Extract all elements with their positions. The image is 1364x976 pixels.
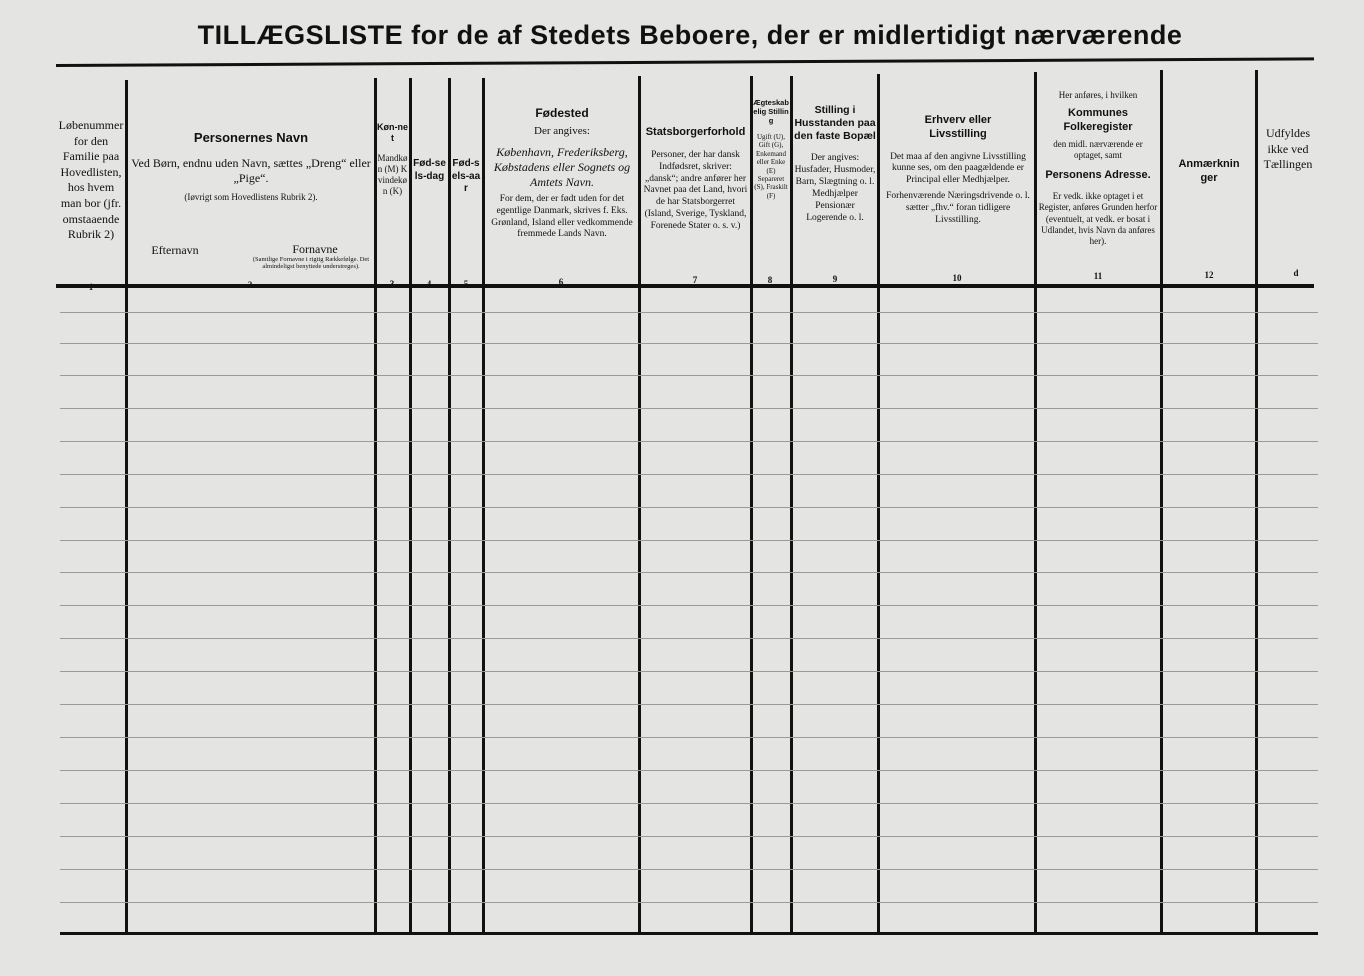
table-row[interactable] — [60, 572, 1318, 573]
col-6-heading: Fødested — [535, 106, 589, 120]
col-7-number: 7 — [692, 275, 698, 285]
col-12-number: 12 — [1204, 270, 1214, 280]
col-2-text: Ved Børn, endnu uden Navn, sættes „Dreng“ eller „Pige“. — [131, 156, 371, 186]
col-d-header — [1262, 126, 1314, 173]
table-row[interactable] — [60, 375, 1318, 376]
col-2-sub-right: Fornavne — [292, 242, 338, 256]
table-row[interactable] — [60, 770, 1318, 771]
table-row[interactable] — [60, 408, 1318, 409]
col-11-header — [1038, 90, 1158, 247]
col-1-number: 1 — [88, 282, 94, 292]
col-8-heading: Ægteskabelig Stilling — [753, 98, 789, 125]
col-3-text: Mandkøn (M) Kvindekøn (K) — [377, 152, 408, 197]
col-3-heading: Køn-net — [377, 122, 408, 144]
col-6-header — [487, 106, 637, 241]
table-row[interactable] — [60, 312, 1318, 313]
table-row[interactable] — [60, 507, 1318, 508]
col-1-text: Løbenummer for den Familie paa Hovedlisten, hos hvem man bor (jfr. omstaaende Rubrik 2) — [58, 118, 124, 242]
table-row[interactable] — [60, 671, 1318, 672]
col-11-heading: Kommunes Folkeregister — [1063, 107, 1133, 133]
table-row[interactable] — [60, 605, 1318, 606]
col-d-text: Udfyldes ikke ved Tællingen — [1263, 126, 1313, 172]
col-2-number: 2 — [247, 280, 253, 290]
col-2-note: (Iøvrigt som Hovedlistens Rubrik 2). — [184, 192, 318, 203]
col-8-header — [753, 98, 789, 200]
col-2-sub-right-note: (Samtlige Fornavne i rigtig Rækkefølge. Det almindeligst benyttede understreges). — [252, 256, 370, 271]
col-10-heading: Erhverv eller Livsstilling — [924, 114, 992, 140]
table-row[interactable] — [60, 869, 1318, 870]
col-7-heading: Statsborgerforhold — [645, 126, 746, 138]
table-row[interactable] — [60, 540, 1318, 541]
col-10-header — [884, 114, 1032, 227]
table-row[interactable] — [60, 704, 1318, 705]
col-9-text: Der angives: Husfader, Husmoder, Barn, Slægtning o. l. Medhjælper Pensionær Logerende o. l. — [794, 153, 876, 223]
col-11-text-a: den midl. nærværende er optaget, samt — [1053, 138, 1143, 160]
col-4-heading: Fød-sels-dag — [413, 158, 446, 182]
table-row[interactable] — [60, 836, 1318, 837]
col-4-header — [412, 158, 447, 183]
col-3-number: 3 — [389, 279, 395, 289]
col-8-number: 8 — [767, 275, 773, 285]
divider-1 — [125, 80, 128, 932]
col-7-header — [642, 126, 749, 233]
header-top-rule — [56, 57, 1314, 67]
col-6-text-a: Der angives: — [534, 125, 590, 137]
table-row[interactable] — [60, 737, 1318, 738]
col-11-number: 11 — [1093, 271, 1103, 281]
col-11-heading-b: Personens Adresse. — [1045, 169, 1151, 182]
col-10-text-b: Forhenværende Næringsdrivende o. l. sætter „fhv.“ foran tidligere Livsstilling. — [886, 191, 1030, 225]
table-row[interactable] — [60, 902, 1318, 903]
col-10-text-a: Det maa af den angivne Livsstilling kunne ses, om den paagældende er Principal eller Medhjælper. — [890, 151, 1026, 186]
col-8-text: Ugift (U), Gift (G), Enkemand eller Enke (E) Separeret (S), Fraskilt (F) — [754, 133, 788, 200]
col-5-heading: Fød-sels-aar — [451, 158, 481, 194]
col-1-header — [58, 118, 124, 243]
col-11-text-b: Er vedk. ikke optaget i et Register, anføres Grunden herfor (eventuelt, at vedk. er bosat i Udlandet, hvis Navn da anføres her). — [1038, 191, 1158, 246]
table-row[interactable] — [60, 638, 1318, 639]
col-5-header — [451, 158, 481, 196]
col-4-number: 4 — [426, 279, 432, 289]
table-row[interactable] — [60, 441, 1318, 442]
col-6-text-c: For dem, der er født uden for det egentlige Danmark, skrives f. Eks. Grønland, Island eller vedkommende fremmede Lands Navn. — [491, 193, 633, 240]
col-12-heading: Anmærkninger — [1178, 158, 1240, 184]
col-6-text-b: København, Frederiksberg, Købstadens eller Sognets og Amtets Navn. — [493, 144, 631, 189]
table-row[interactable] — [60, 803, 1318, 804]
col-12-header — [1176, 158, 1242, 186]
col-7-text: Personer, der har dansk Indfødsret, skriver: „dansk“; andre anfører her Navnet paa det Land, hvori de har Statsborgerret (Island, Sverige, Tyskland, Forenede Stater o. s. v.) — [643, 149, 748, 231]
col-3-header — [377, 122, 408, 198]
col-2-header — [130, 130, 372, 204]
col-5-number: 5 — [463, 279, 469, 289]
col-d-number: d — [1293, 268, 1299, 278]
col-9-header — [794, 104, 876, 225]
col-2-heading: Personernes Navn — [193, 130, 309, 145]
col-6-number: 6 — [558, 277, 564, 287]
col-11-pre: Her anføres, i hvilken — [1058, 90, 1138, 100]
form-title: TILLÆGSLISTE for de af Stedets Beboere, der er midlertidigt nærværende — [197, 20, 1183, 50]
table-row[interactable] — [60, 343, 1318, 344]
col-2-sub-left: Efternavn — [151, 243, 199, 257]
table-bottom-rule — [60, 932, 1318, 935]
table-row[interactable] — [60, 474, 1318, 475]
col-9-heading: Stilling i Husstanden paa den faste Bopæl — [794, 104, 876, 143]
col-10-number: 10 — [952, 273, 962, 283]
col-9-number: 9 — [832, 274, 838, 284]
